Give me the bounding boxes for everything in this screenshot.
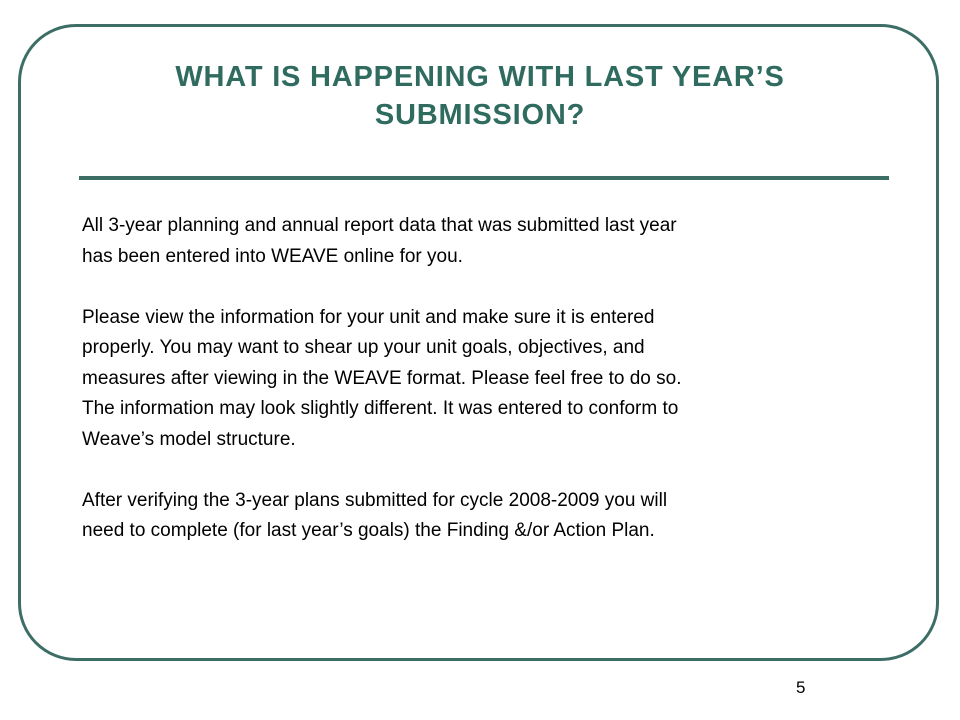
paragraph-instructions bbox=[82, 303, 882, 456]
slide-title bbox=[70, 58, 890, 134]
paragraph-intro bbox=[82, 211, 882, 272]
title-divider bbox=[79, 176, 889, 180]
text-line: measures after viewing in the WEAVE format. Please feel free to do so. bbox=[82, 367, 682, 389]
title-line: SUBMISSION? bbox=[374, 99, 586, 131]
text-line: Please view the information for your unit and make sure it is entered bbox=[82, 306, 655, 328]
text-line: properly. You may want to shear up your unit goals, objectives, and bbox=[82, 337, 645, 358]
title-line: WHAT IS HAPPENING WITH LAST YEAR’S bbox=[175, 61, 785, 93]
text-line: After verifying the 3-year plans submitted for cycle 2008-2009 you will bbox=[82, 489, 668, 511]
paragraph-next-steps bbox=[82, 486, 882, 547]
slide-body bbox=[82, 211, 882, 547]
page-number: 5 bbox=[796, 678, 806, 697]
text-line: The information may look slightly different. It was entered to conform to bbox=[82, 398, 679, 419]
text-line: Weave’s model structure. bbox=[82, 428, 296, 450]
text-line: need to complete (for last year’s goals) the Finding &/or Action Plan. bbox=[82, 520, 655, 541]
text-line: has been entered into WEAVE online for you. bbox=[82, 245, 463, 267]
text-line: All 3-year planning and annual report data that was submitted last year bbox=[82, 215, 677, 236]
